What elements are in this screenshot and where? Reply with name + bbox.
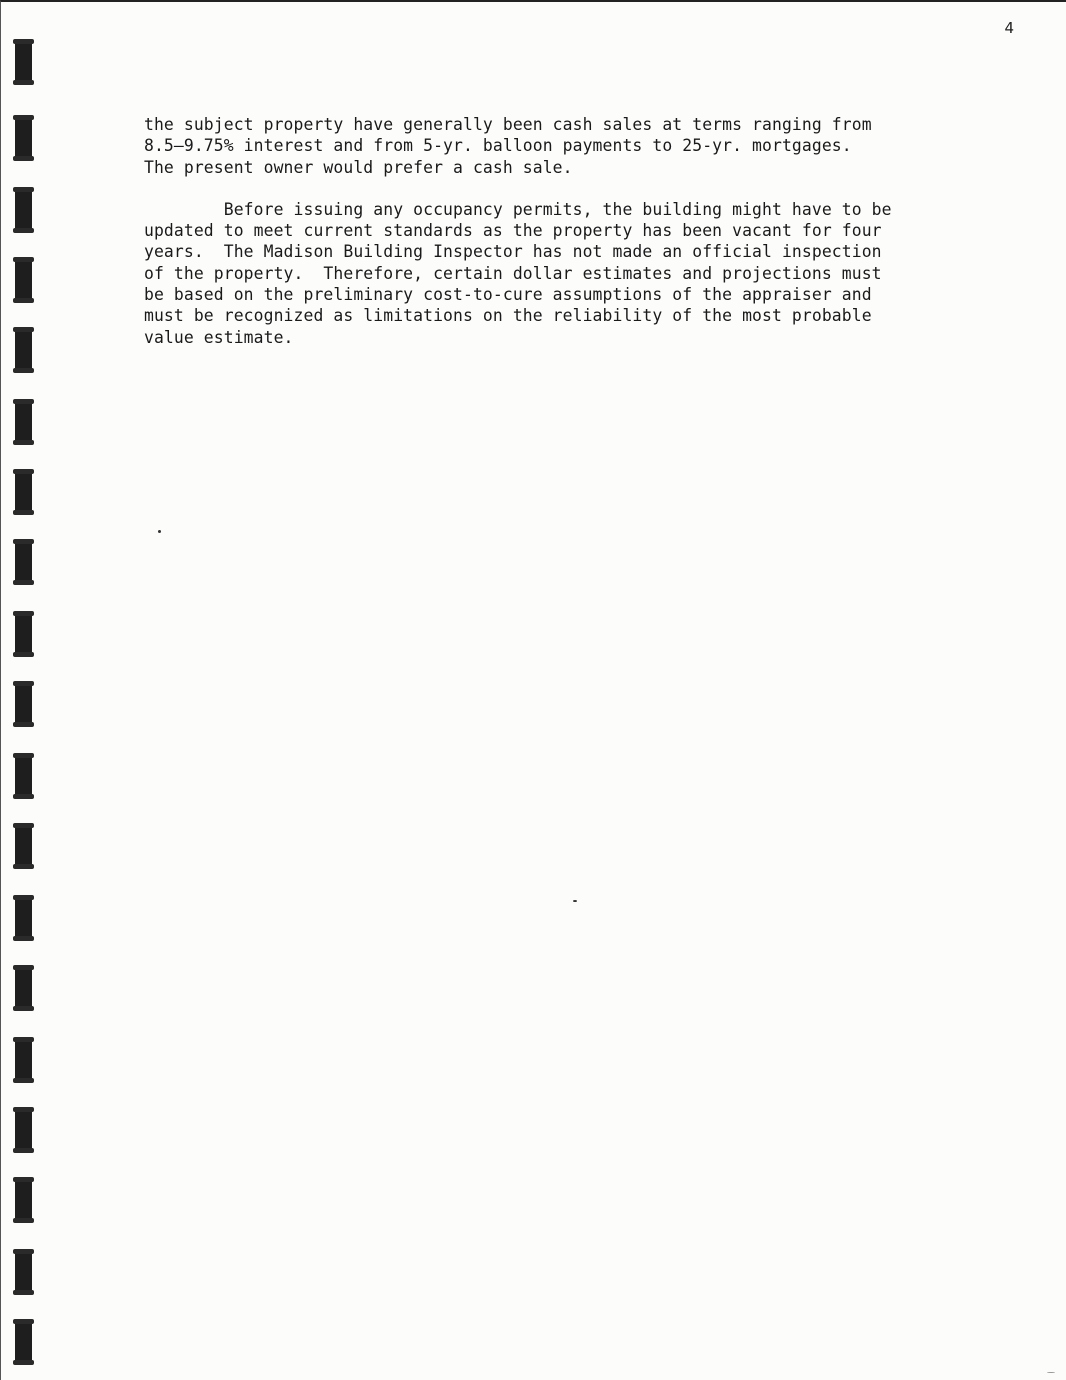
binding-hole (15, 116, 32, 160)
binding-hole (15, 1320, 32, 1364)
text-line: must be recognized as limitations on the reliability of the most probable (144, 306, 872, 326)
text-line: of the property. Therefore, certain dollar estimates and projections must (144, 263, 882, 283)
paragraph-1 (144, 114, 949, 178)
binding-hole (15, 966, 32, 1010)
binding-holes (11, 38, 41, 1368)
binding-hole (15, 754, 32, 798)
page-number: 4 (1004, 19, 1014, 37)
text-line: 8.5—9.75% interest and from 5-yr. balloon payments to 25-yr. mortgages. (144, 136, 852, 156)
binding-hole (15, 328, 32, 372)
binding-hole (15, 40, 32, 84)
text-line: the subject property have generally been cash sales at terms ranging from (144, 115, 872, 134)
text-line: value estimate. (144, 327, 294, 347)
binding-hole (15, 540, 32, 584)
text-line: updated to meet current standards as the property has been vacant for four (144, 221, 882, 241)
binding-hole (15, 612, 32, 656)
paragraph-2 (144, 199, 949, 348)
binding-hole (15, 824, 32, 868)
binding-hole (15, 188, 32, 232)
binding-hole (15, 1178, 32, 1222)
text-line: The present owner would prefer a cash sale. (144, 157, 573, 177)
binding-hole (15, 682, 32, 726)
binding-hole (15, 896, 32, 940)
text-line: years. The Madison Building Inspector has not made an official inspection (144, 242, 882, 262)
text-line: Before issuing any occupancy permits, the building might have to be (144, 199, 892, 219)
binding-hole (15, 1250, 32, 1294)
body-text (144, 114, 949, 348)
binding-hole (15, 1108, 32, 1152)
scan-speck (1047, 1372, 1055, 1373)
text-line: be based on the preliminary cost-to-cure assumptions of the appraiser and (144, 285, 872, 305)
scan-speck (573, 900, 577, 902)
scan-speck (158, 530, 161, 533)
binding-hole (15, 470, 32, 514)
binding-hole (15, 400, 32, 444)
binding-hole (15, 1038, 32, 1082)
binding-hole (15, 258, 32, 302)
